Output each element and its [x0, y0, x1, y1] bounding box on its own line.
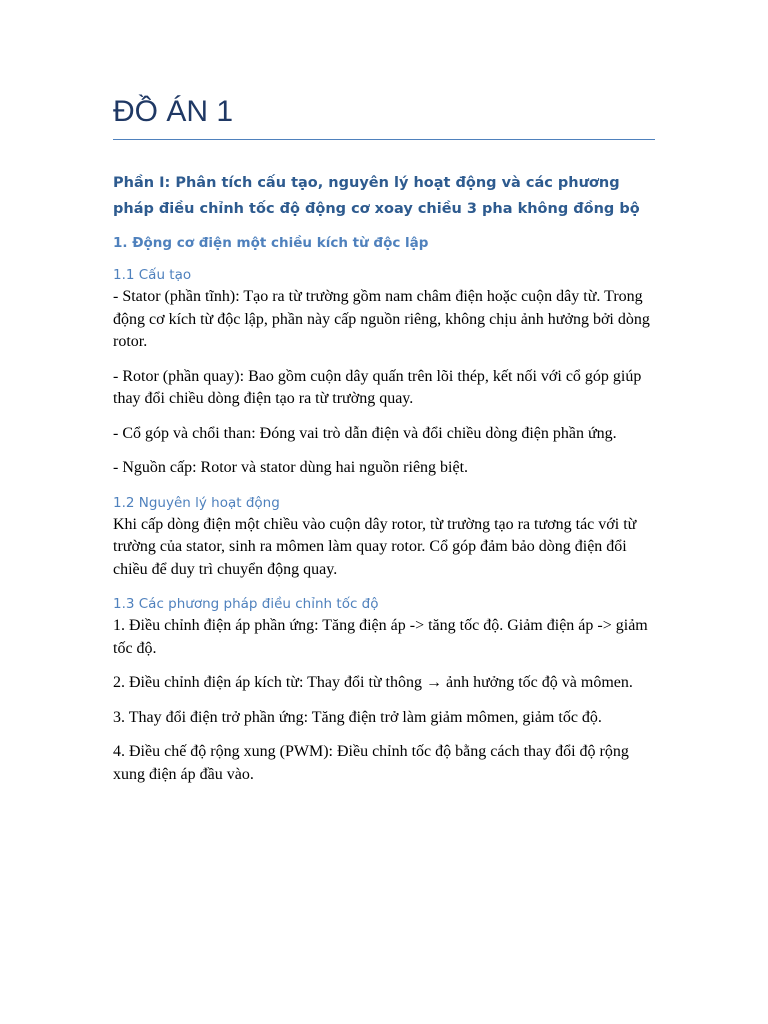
paragraph-operating-principle: Khi cấp dòng điện một chiều vào cuộn dây rotor, từ trường tạo ra tương tác với từ trường của stator, sinh ra mômen làm quay rotor. Cổ góp đảm bảo dòng điện đổi chiều để duy trì chuyển động quay. [113, 515, 637, 578]
paragraph-method-3: 3. Thay đổi điện trở phần ứng: Tăng điện trở làm giảm mômen, giảm tốc độ. [113, 708, 602, 726]
document-title: ĐỒ ÁN 1 [113, 95, 234, 128]
section-1-1-heading: 1.1 Cấu tạo [113, 267, 192, 283]
paragraph-method-4: 4. Điều chế độ rộng xung (PWM): Điều chỉnh tốc độ bằng cách thay đổi độ rộng xung điện áp đầu vào. [113, 743, 629, 783]
paragraph-method-1: 1. Điều chỉnh điện áp phần ứng: Tăng điện áp -> tăng tốc độ. Giảm điện áp -> giảm tốc độ. [113, 617, 648, 657]
paragraph-power-supply: - Nguồn cấp: Rotor và stator dùng hai nguồn riêng biệt. [113, 459, 469, 476]
paragraph-method-2: 2. Điều chỉnh điện áp kích từ: Thay đổi từ thông → ảnh hưởng tốc độ và mômen. [113, 674, 633, 691]
section-1-2-heading: 1.2 Nguyên lý hoạt động [113, 494, 280, 511]
paragraph-rotor: - Rotor (phần quay): Bao gồm cuộn dây quấn trên lõi thép, kết nối với cổ góp giúp thay đổi chiều dòng điện tạo ra từ trường quay. [113, 367, 642, 407]
document-body [113, 170, 655, 798]
part-heading: Phần I: Phân tích cấu tạo, nguyên lý hoạt động và các phương pháp điều chỉnh tốc độ động cơ xoay chiều 3 pha không đồng bộ [113, 175, 640, 217]
section-1-heading: 1. Động cơ điện một chiều kích từ độc lập [113, 235, 429, 251]
section-1-3-heading: 1.3 Các phương pháp điều chỉnh tốc độ [113, 596, 379, 612]
paragraph-stator: - Stator (phần tĩnh): Tạo ra từ trường gồm nam châm điện hoặc cuộn dây từ. Trong động cơ kích từ độc lập, phần này cấp nguồn riêng, không chịu ảnh hưởng bởi dòng rotor. [113, 288, 650, 350]
title-underline [113, 139, 655, 140]
paragraph-commutator: - Cổ góp và chổi than: Đóng vai trò dẫn điện và đổi chiều dòng điện phần ứng. [113, 424, 617, 442]
